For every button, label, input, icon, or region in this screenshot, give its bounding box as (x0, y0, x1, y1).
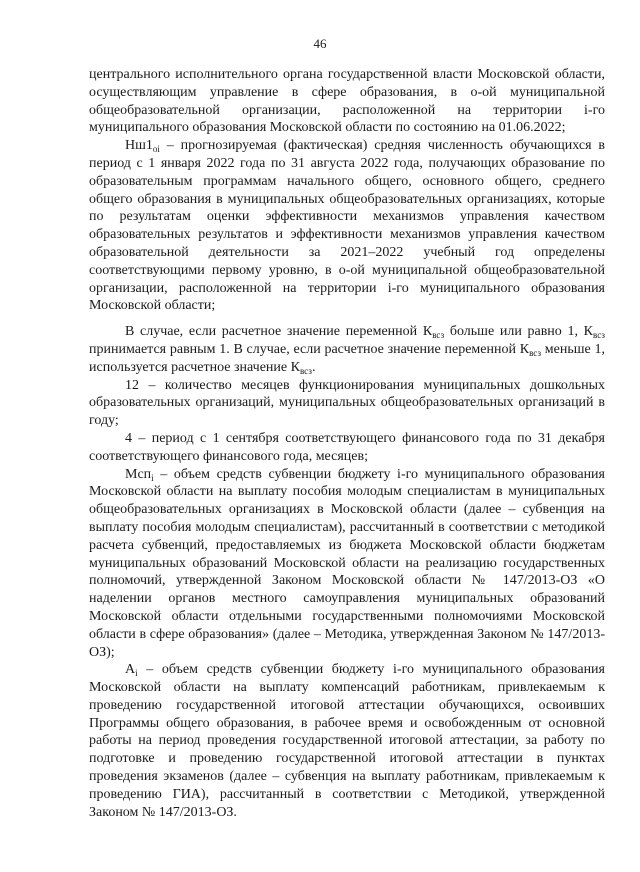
kvsz-subscript-3: всз (529, 347, 542, 358)
paragraph-continuation: центрального исполнительного органа государственной власти Московской области, осуществляющим управление в сфере образования, в о-ой муниципальной общеобразовательной организации, расположенной на территории i-го муниципального образования Московской области по состоянию на 01.06.2022; (89, 67, 605, 136)
symbol-nsh1-subscript: oi (152, 144, 160, 155)
paragraph-a-definition (89, 661, 605, 821)
kvsz-text-4: меньше 1, используется расчетное значение К (89, 341, 605, 375)
kvsz-subscript-1: всз (432, 330, 445, 341)
kvsz-text-1: В случае, если расчетное значение переменной К (125, 324, 433, 340)
paragraph-nsh1-definition (89, 137, 605, 315)
kvsz-text-3: принимается равным 1. В случае, если расчетное значение переменной К (89, 341, 530, 357)
symbol-a-subscript: i (135, 668, 138, 679)
paragraph-msp-definition (89, 466, 605, 662)
document-body (89, 66, 605, 821)
kvsz-subscript-4: всз (299, 365, 312, 376)
kvsz-subscript-2: всз (593, 330, 605, 341)
paragraph-kvsz-rule (89, 323, 605, 376)
symbol-msp: Мсп (125, 466, 152, 482)
symbol-msp-subscript: i (151, 472, 154, 483)
paragraph-4-period: 4 – период с 1 сентября соответствующего финансового года по 31 декабря соответствующего финансового года, месяцев; (89, 430, 605, 464)
nsh1-definition-text: – прогнозируемая (фактическая) средняя численность обучающихся в период с 1 января 2022 года по 31 августа 2022 года, получающих образование по образовательным программам начального общего, основного общего, среднего общего образования в муниципальных общеобразовательных организациях, которые по результатам оценки эффективности механизмов управления качеством образовательных результатов и эффективности механизмов управления качеством образовательной деятельности за 2021–2022 учебный год определены соответствующими первому уровню, в о-ой муниципальной общеобразовательной организации, расположенной на территории i-го муниципального образования Московской области; (89, 138, 605, 314)
a-definition-text: – объем средств субвенции бюджету i-го муниципального образования Московской области на выплату компенсаций работникам, привлекаемым к проведению государственной итоговой аттестации обучающихся, освоивших Программы общего образования, в рабочее время и освобожденным от основной работы на период проведения государственной итоговой аттестации, за работу по подготовке и проведению государственной итоговой аттестации в пунктах проведения экзаменов (далее – субвенция на выплату работникам, привлекаемым к проведению ГИА), рассчитанный в соответствии с Методикой, утвержденной Законом № 147/2013-ОЗ. (89, 662, 605, 820)
paragraph-12-months: 12 – количество месяцев функционирования муниципальных дошкольных образовательных организаций, муниципальных общеобразовательных организаций в году; (89, 377, 605, 429)
kvsz-text-5: . (311, 359, 316, 375)
page-number: 46 (313, 36, 327, 51)
kvsz-text-2: больше или равно 1, К (444, 324, 594, 340)
msp-definition-text: – объем средств субвенции бюджету i-го муниципального образования Московской области на выплату пособия молодым специалистам в муниципальных общеобразовательных организациях в Московской области (далее – субвенция на выплату пособия молодым специалистам), рассчитанный в соответствии с методикой расчета субвенций, предоставляемых из бюджета Московской области бюджетам муниципальных образований Московской области на реализацию государственных полномочий, утвержденной Законом Московской области № 147/2013-ОЗ «О наделении органов местного самоуправления муниципальных образований Московской области отдельными государственными полномочиями Московской области в сфере образования» (далее – Методика, утвержденная Законом № 147/2013-ОЗ); (89, 466, 605, 660)
symbol-a: А (125, 662, 136, 678)
symbol-nsh1: Нш1 (125, 138, 153, 154)
